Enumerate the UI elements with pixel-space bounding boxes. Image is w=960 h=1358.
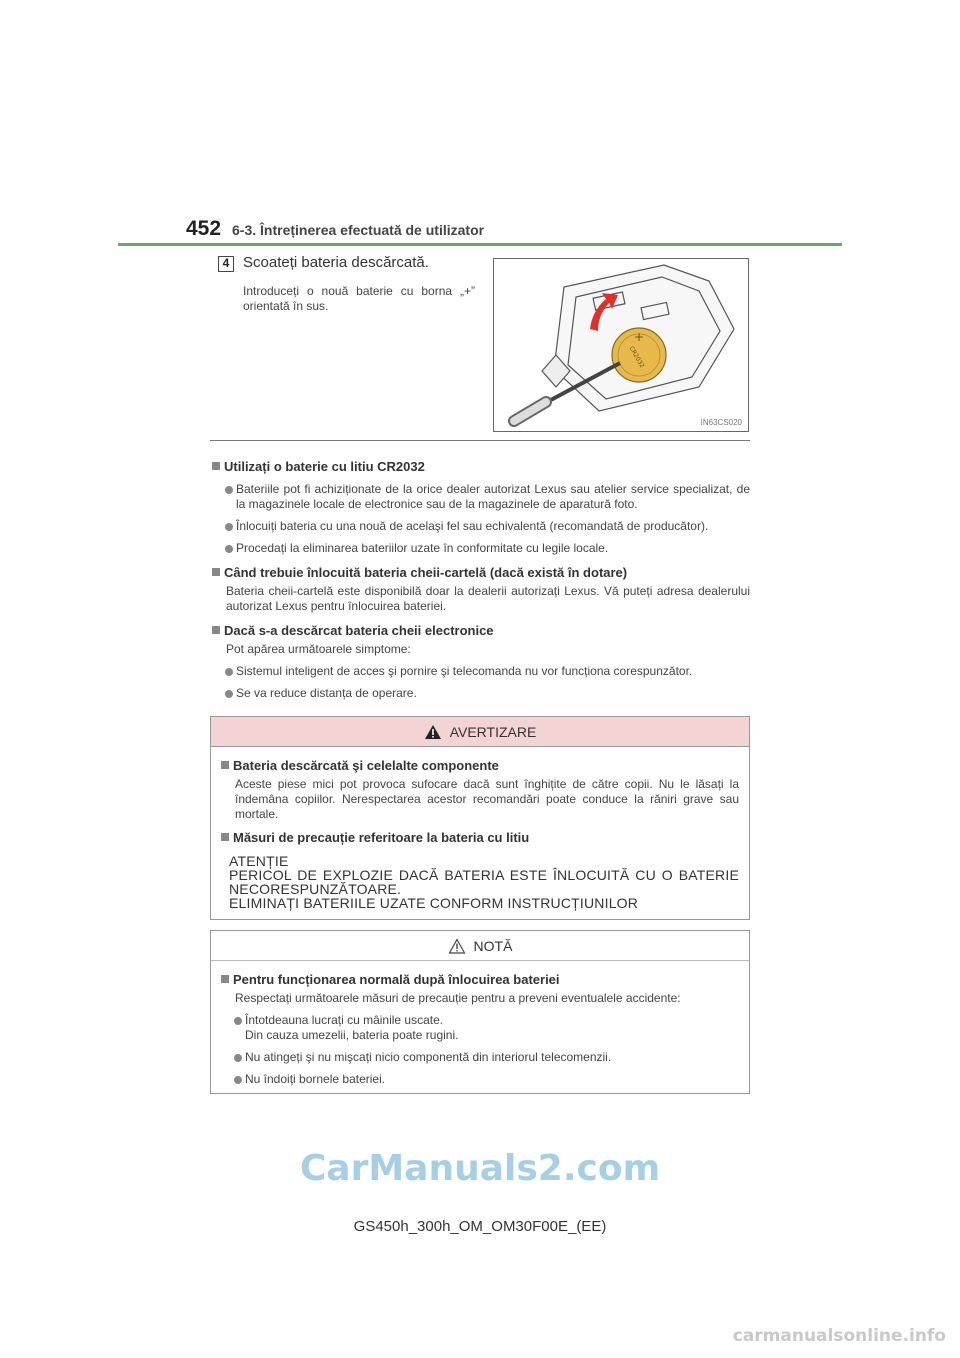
note-box — [210, 930, 750, 1094]
step-description: Introduceți o nouă baterie cu borna „+” orientată în sus. — [243, 284, 475, 313]
warning-title: AVERTIZARE — [449, 723, 537, 740]
warning-box — [210, 716, 750, 920]
list-item: Sistemul inteligent de acces şi pornire şi telecomanda nu vor funcționa corespunzător. — [212, 664, 750, 679]
list-item: Înlocuiți bateria cu una nouă de acelaşi fel sau echivalentă (recomandată de producător). — [212, 519, 750, 534]
info-sections — [212, 452, 750, 701]
warning-heading: Măsuri de precauție referitoare la bateria cu litiu — [221, 829, 739, 846]
note-heading: Pentru funcționarea normală după înlocuirea bateriei — [221, 971, 739, 988]
warning-header — [211, 717, 749, 747]
document-code: GS450h_300h_OM_OM30F00E_(EE) — [353, 1218, 607, 1235]
list-item: Nu îndoiți bornele bateriei. — [211, 1072, 739, 1087]
warning-caps-line: PERICOL DE EXPLOZIE DACĂ BATERIA ESTE ÎNLOCUITĂ CU O BATERIE NECORESPUNZĂTOARE. — [229, 867, 739, 897]
warning-caps-line: ELIMINAȚI BATERIILE UZATE CONFORM INSTRUCȚIUNILOR — [229, 895, 639, 911]
warning-heading: Bateria descărcată şi celelalte componente — [221, 757, 739, 774]
note-header — [211, 931, 749, 961]
key-fob-drawing — [494, 259, 749, 432]
caution-triangle-icon — [448, 938, 466, 954]
note-bullet-text: Întotdeauna lucrați cu mâinile uscate. — [245, 1013, 444, 1027]
site-watermark: carmanualsonline.info — [732, 1326, 946, 1346]
note-text: Respectați următoarele măsuri de precauție pentru a preveni eventualele accidente: — [235, 991, 681, 1005]
section-text: Pot apărea următoarele simptome: — [226, 642, 411, 656]
step-number-badge: 4 — [218, 256, 234, 272]
list-item: Se va reduce distanța de operare. — [212, 686, 750, 701]
watermark: CarManuals2.com — [299, 1148, 661, 1189]
list-item: Nu atingeți şi nu mişcați nicio componentă din interiorul telecomenzii. — [211, 1050, 739, 1065]
figure-code: IN63CS020 — [700, 418, 742, 427]
svg-text:CR2032: CR2032 — [627, 345, 646, 370]
step-divider — [210, 440, 750, 441]
header-divider — [118, 243, 842, 246]
section-heading: Dacă s-a descărcat bateria cheii electronice — [212, 622, 750, 639]
list-item: Bateriile pot fi achiziționate de la orice dealer autorizat Lexus sau atelier service specializat, de la magazinele locale de electronice sau de la magazinele de aparatură foto. — [212, 482, 750, 512]
warning-triangle-icon — [424, 724, 442, 740]
svg-text:+: + — [633, 330, 645, 344]
section-text: Bateria cheii-cartelă este disponibilă doar la dealerii autorizați Lexus. Vă puteți adresa dealerului autorizat Lexus pentru înlocuirea bateriei. — [226, 584, 750, 613]
battery-icon — [612, 328, 666, 382]
section-heading: Când trebuie înlocuită bateria cheii-cartelă (dacă există în dotare) — [212, 564, 750, 581]
battery-removal-illustration — [493, 258, 749, 432]
section-title: 6-3. Întreținerea efectuată de utilizator — [232, 222, 485, 238]
note-title: NOTĂ — [473, 937, 513, 954]
warning-text: Aceste piese mici pot provoca sufocare dacă sunt înghițite de către copii. Nu le lăsați la îndemâna copiilor. Nerespectarea acestor recomandări poate conduce la răniri grave sau mortale. — [235, 777, 739, 821]
list-item — [211, 1013, 739, 1043]
section-heading: Utilizați o baterie cu litiu CR2032 — [212, 458, 750, 475]
page-number: 452 — [186, 217, 222, 240]
note-bullet-text: Din cauza umezelii, bateria poate rugini. — [245, 1028, 459, 1042]
list-item: Procedați la eliminarea bateriilor uzate în conformitate cu legile locale. — [212, 541, 750, 556]
step-title: Scoateți bateria descărcată. — [243, 254, 429, 271]
warning-caps-line: ATENȚIE — [229, 853, 289, 869]
